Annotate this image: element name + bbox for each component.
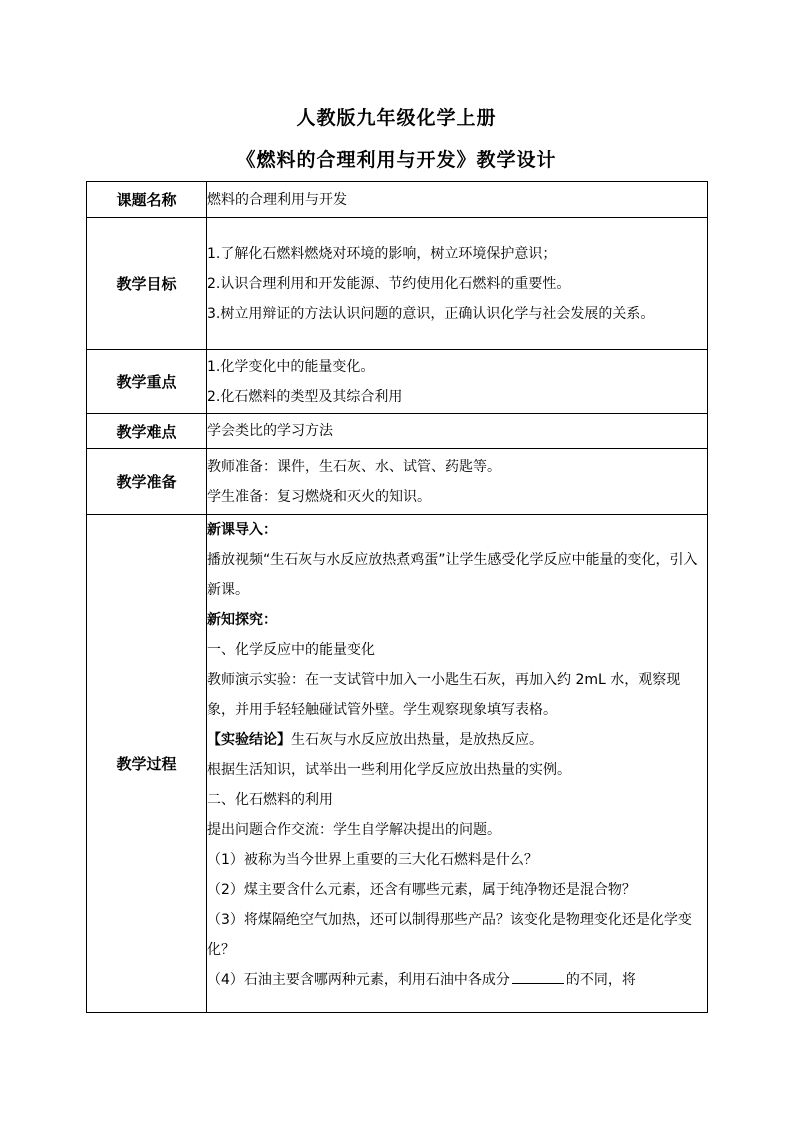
- fill-in-blank: [512, 967, 564, 984]
- intro-text: 播放视频“生石灰与水反应放热煮鸡蛋”让学生感受化学反应中能量的变化，引入新课。: [207, 552, 698, 598]
- intro-heading: 新课导入：: [207, 522, 277, 538]
- conclusion-line: [207, 725, 707, 755]
- conclusion-tag: 【实验结论】: [207, 732, 291, 748]
- objective-item: 3.树立用辩证的方法认识问题的意识，正确认识化学与社会发展的关系。: [207, 305, 655, 322]
- section-heading-2: 二、化石燃料的利用: [207, 792, 333, 808]
- document-title-line-1: 人教版九年级化学上册: [296, 107, 497, 129]
- question-1: （1）被称为当今世界上重要的三大化石燃料是什么？: [207, 852, 538, 868]
- demo-text: 教师演示实验：在一支试管中加入一小匙生石灰，再加入约 2mL 水，观察现象，并用手轻轻触碰试管外壁。学生观察现象填写表格。: [207, 672, 681, 718]
- section-heading-1: 一、化学反应中的能量变化: [207, 642, 375, 658]
- objective-item: 1.了解化石燃料燃烧对环境的影响，树立环境保护意识；: [207, 245, 557, 262]
- value-topic: [207, 182, 708, 218]
- label-objectives: 教学目标: [87, 218, 207, 350]
- question-4-before: （4）石油主要含哪两种元素，利用石油中各成分: [207, 972, 510, 988]
- question-4: [207, 965, 707, 995]
- row-process: [87, 515, 708, 1013]
- row-key-points: [87, 350, 708, 414]
- preparation-item: 学生准备：复习燃烧和灭火的知识。: [207, 488, 431, 505]
- question-2: （2）煤主要含什么元素，还含有哪些元素，属于纯净物还是混合物？: [207, 882, 636, 898]
- objective-item: 2.认识合理利用和开发能源、节约使用化石燃料的重要性。: [207, 275, 571, 292]
- label-process: 教学过程: [87, 515, 207, 1013]
- value-preparation: [207, 449, 708, 515]
- value-key-points: [207, 350, 708, 414]
- lesson-plan-table: [86, 181, 708, 1013]
- row-objectives: [87, 218, 708, 350]
- examples-text: 根据生活知识，试举出一些利用化学反应放出热量的实例。: [207, 762, 571, 778]
- question-4-after: 的不同，将: [565, 972, 636, 988]
- value-difficulty: [207, 414, 708, 449]
- label-topic: 课题名称: [87, 182, 207, 218]
- preparation-item: 教师准备：课件，生石灰、水、试管、药匙等。: [207, 458, 501, 475]
- value-objectives: [207, 218, 708, 350]
- difficulty-text: 学会类比的学习方法: [207, 423, 333, 439]
- row-difficulty: [87, 414, 708, 449]
- label-key-points: 教学重点: [87, 350, 207, 414]
- discussion-text: 提出问题合作交流：学生自学解决提出的问题。: [207, 822, 501, 838]
- value-process: [207, 515, 708, 1013]
- conclusion-text: 生石灰与水反应放出热量，是放热反应。: [291, 732, 543, 748]
- label-preparation: 教学准备: [87, 449, 207, 515]
- key-point-item: 1.化学变化中的能量变化。: [207, 358, 375, 375]
- key-point-item: 2.化石燃料的类型及其综合利用: [207, 388, 403, 405]
- topic-text: 燃料的合理利用与开发: [207, 191, 347, 208]
- document-title-line-2: 《燃料的合理利用与开发》教学设计: [236, 149, 557, 171]
- label-difficulty: 教学难点: [87, 414, 207, 449]
- row-preparation: [87, 449, 708, 515]
- explore-heading: 新知探究：: [207, 612, 277, 628]
- question-3: （3）将煤隔绝空气加热，还可以制得那些产品？该变化是物理变化还是化学变化？: [207, 912, 692, 958]
- row-topic: [87, 182, 708, 218]
